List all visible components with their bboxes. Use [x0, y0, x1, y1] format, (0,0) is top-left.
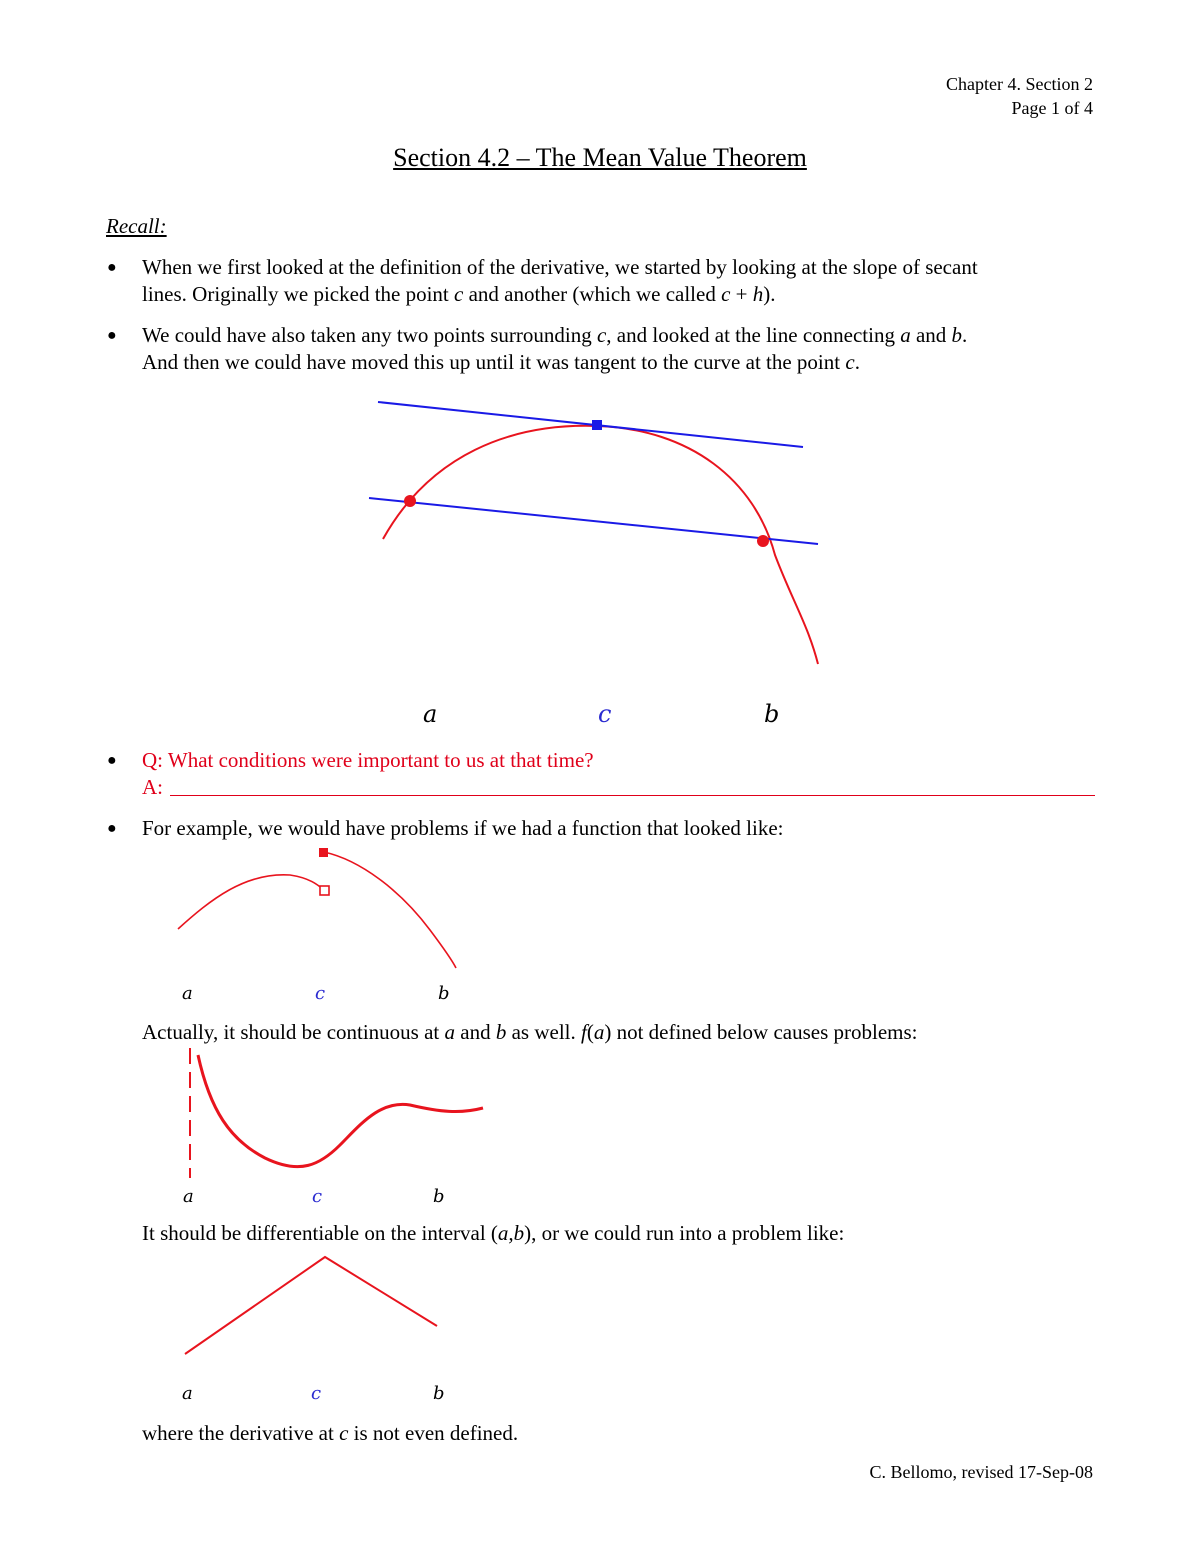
label-b: b [764, 700, 780, 728]
answer-label: A: [142, 775, 163, 799]
open-point [320, 886, 329, 895]
chapter-section-label: Chapter 4. Section 2 [946, 74, 1093, 94]
derivative-undefined-text: where the derivative at c is not even defined. [142, 1421, 519, 1445]
recall-heading: Recall: [106, 214, 167, 238]
left-branch [178, 875, 324, 929]
question-text: Q: What conditions were important to us at that time? [142, 748, 594, 772]
page-title: Section 4.2 – The Mean Value Theorem [393, 143, 807, 172]
continuity-text: Actually, it should be continuous at a and b as well. f(a) not defined below causes problems: [142, 1020, 918, 1044]
label-c: c [315, 983, 326, 1004]
bullet-1-line2: lines. Originally we picked the point c and another (which we called c + h). [142, 282, 776, 306]
bullet-2-line1: We could have also taken any two points surrounding c, and looked at the line connecting a and b. [142, 323, 968, 347]
label-c: c [311, 1383, 322, 1404]
bullet-4-text: For example, we would have problems if we had a function that looked like: [142, 816, 784, 840]
corner-curve [185, 1257, 437, 1354]
label-a: a [183, 1186, 194, 1207]
point-a-marker [404, 495, 416, 507]
bullet-icon: ● [107, 752, 117, 769]
label-c: c [312, 1186, 323, 1207]
bullet-icon: ● [107, 820, 117, 837]
bullet-icon: ● [107, 327, 117, 344]
curve-fig3 [198, 1055, 483, 1167]
bullet-icon: ● [107, 259, 117, 276]
point-c-marker [592, 420, 602, 430]
bullet-2-line2: And then we could have moved this up until it was tangent to the curve at the point c. [142, 350, 860, 374]
secant-line [369, 498, 818, 544]
label-c: c [598, 700, 612, 728]
label-a: a [423, 700, 438, 728]
label-a: a [182, 983, 193, 1004]
page-number: Page 1 of 4 [1011, 98, 1093, 118]
right-branch [324, 852, 456, 968]
label-b: b [438, 983, 450, 1004]
label-b: b [433, 1383, 445, 1404]
label-a: a [182, 1383, 193, 1404]
bullet-1-line1: When we first looked at the definition of the derivative, we started by looking at the slope of secant [142, 255, 978, 279]
curve [383, 426, 818, 664]
answer-line [170, 795, 1095, 796]
label-b: b [433, 1186, 445, 1207]
point-b-marker [757, 535, 769, 547]
differentiability-text: It should be differentiable on the interval (a,b), or we could run into a problem like: [142, 1221, 845, 1245]
tangent-line [378, 402, 803, 447]
footer-author: C. Bellomo, revised 17-Sep-08 [869, 1462, 1093, 1482]
